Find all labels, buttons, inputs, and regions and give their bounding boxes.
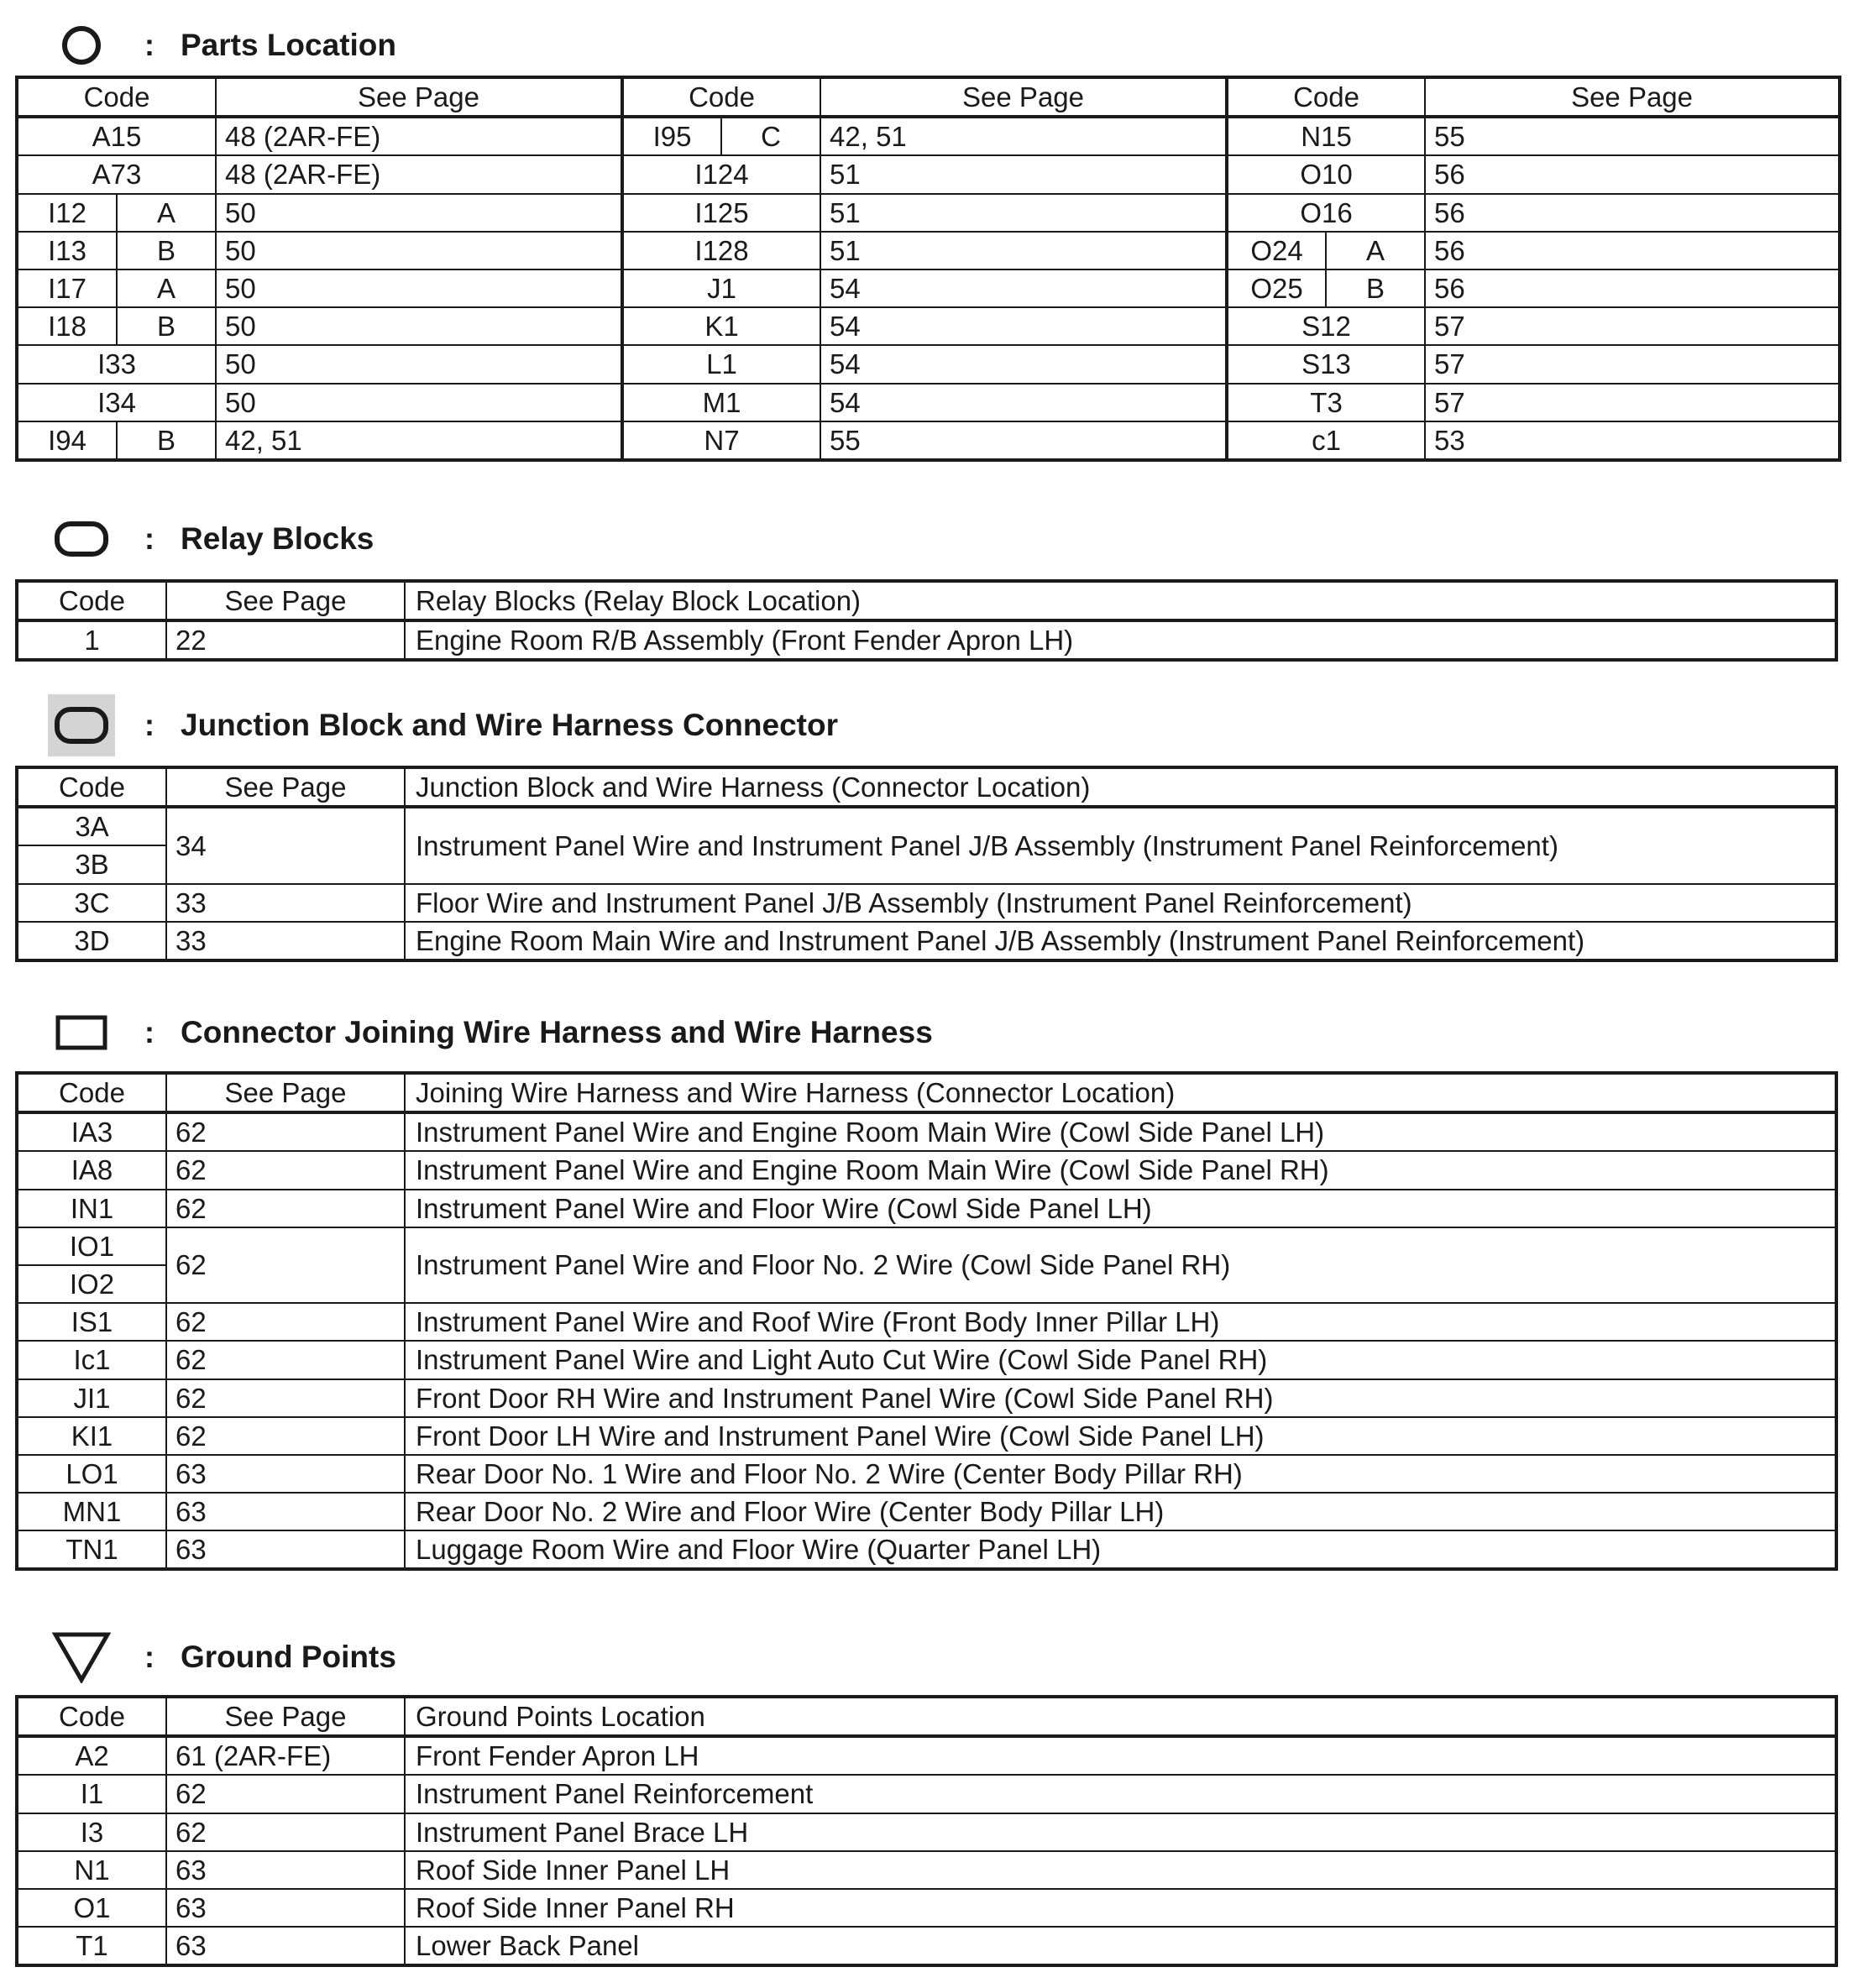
description-cell: Front Fender Apron LH	[405, 1736, 1836, 1775]
separator: :	[144, 521, 154, 556]
code-cell: IN1	[17, 1190, 166, 1227]
code-cell: J1	[622, 269, 820, 307]
code-cell: K1	[622, 307, 820, 345]
table-header-row	[17, 77, 1840, 117]
table-header-row	[17, 1073, 1836, 1112]
see-page-cell: 57	[1425, 345, 1840, 383]
code-header: Code	[622, 77, 820, 117]
description-cell: Instrument Panel Wire and Engine Room Main Wire (Cowl Side Panel LH)	[405, 1112, 1836, 1151]
description-cell: Roof Side Inner Panel LH	[405, 1851, 1836, 1889]
see-page-cell: 51	[820, 155, 1227, 193]
see-page-cell: 62	[166, 1227, 405, 1303]
see-page-header: See Page	[166, 1073, 405, 1112]
code-cell: A15	[17, 117, 216, 155]
code-cell: I1	[17, 1775, 166, 1813]
see-page-cell: 62	[166, 1417, 405, 1455]
description-cell: Engine Room R/B Assembly (Front Fender Apron LH)	[405, 620, 1836, 660]
see-page-cell: 57	[1425, 307, 1840, 345]
description-cell: Rear Door No. 1 Wire and Floor No. 2 Wire (Center Body Pillar RH)	[405, 1455, 1836, 1493]
see-page-cell: 54	[820, 307, 1227, 345]
code-cell: O25	[1227, 269, 1326, 307]
sub-code-cell: A	[117, 269, 216, 307]
description-cell: Instrument Panel Brace LH	[405, 1813, 1836, 1851]
see-page-cell: 54	[820, 384, 1227, 421]
code-cell: LO1	[17, 1455, 166, 1493]
table-row	[17, 1417, 1836, 1455]
description-cell: Instrument Panel Reinforcement	[405, 1775, 1836, 1813]
code-cell: I34	[17, 384, 216, 421]
description-cell: Lower Back Panel	[405, 1927, 1836, 1965]
table-row	[17, 1303, 1836, 1341]
description-cell: Floor Wire and Instrument Panel J/B Assembly (Instrument Panel Reinforcement)	[405, 884, 1836, 922]
see-page-cell: 56	[1425, 194, 1840, 232]
code-header: Code	[17, 77, 216, 117]
code-header: Code	[17, 1073, 166, 1112]
table-row	[17, 1455, 1836, 1493]
see-page-cell: 42, 51	[820, 117, 1227, 155]
code-cell: IO2	[17, 1265, 166, 1303]
description-cell: Instrument Panel Wire and Floor No. 2 Wire (Cowl Side Panel RH)	[405, 1227, 1836, 1303]
see-page-cell: 57	[1425, 384, 1840, 421]
see-page-cell: 34	[166, 807, 405, 883]
rounded-rect-icon	[44, 514, 119, 564]
description-cell: Instrument Panel Wire and Engine Room Main Wire (Cowl Side Panel RH)	[405, 1151, 1836, 1189]
table-row	[17, 117, 1840, 155]
table-row	[17, 384, 1840, 421]
table-row	[17, 1493, 1836, 1530]
code-cell: T3	[1227, 384, 1425, 421]
relay-blocks-table	[15, 579, 1838, 662]
see-page-cell: 54	[820, 269, 1227, 307]
section-title: Connector Joining Wire Harness and Wire Harness	[181, 1015, 933, 1049]
section-title: Relay Blocks	[181, 521, 374, 556]
see-page-cell: 62	[166, 1379, 405, 1417]
see-page-cell: 22	[166, 620, 405, 660]
see-page-header: See Page	[820, 77, 1227, 117]
code-cell: N7	[622, 421, 820, 460]
code-cell: O16	[1227, 194, 1425, 232]
sub-code-cell: A	[117, 194, 216, 232]
code-cell: I94	[17, 421, 117, 460]
description-cell: Front Door RH Wire and Instrument Panel Wire (Cowl Side Panel RH)	[405, 1379, 1836, 1417]
see-page-cell: 51	[820, 232, 1227, 269]
table-row	[17, 421, 1840, 460]
code-cell: 1	[17, 620, 166, 660]
description-cell: Rear Door No. 2 Wire and Floor Wire (Center Body Pillar LH)	[405, 1493, 1836, 1530]
description-cell: Instrument Panel Wire and Floor Wire (Cowl Side Panel LH)	[405, 1190, 1836, 1227]
description-cell: Instrument Panel Wire and Roof Wire (Front Body Inner Pillar LH)	[405, 1303, 1836, 1341]
table-row	[17, 1530, 1836, 1569]
see-page-cell: 62	[166, 1341, 405, 1379]
parts-location-table	[15, 76, 1841, 462]
shaded-rounded-rect-icon	[44, 700, 119, 751]
separator: :	[144, 1015, 154, 1049]
code-cell: I95	[622, 117, 721, 155]
code-cell: I3	[17, 1813, 166, 1851]
code-cell: I124	[622, 155, 820, 193]
table-row	[17, 807, 1836, 845]
table-header-row	[17, 581, 1836, 620]
see-page-cell: 55	[1425, 117, 1840, 155]
see-page-cell: 63	[166, 1455, 405, 1493]
code-cell: O10	[1227, 155, 1425, 193]
rectangle-icon	[44, 1007, 119, 1058]
see-page-cell: 62	[166, 1112, 405, 1151]
see-page-cell: 48 (2AR-FE)	[216, 155, 622, 193]
table-header-row	[17, 1697, 1836, 1736]
table-row	[17, 1190, 1836, 1227]
code-cell: TN1	[17, 1530, 166, 1569]
see-page-cell: 50	[216, 345, 622, 383]
code-cell: MN1	[17, 1493, 166, 1530]
code-cell: I125	[622, 194, 820, 232]
code-header: Code	[1227, 77, 1425, 117]
code-cell: S12	[1227, 307, 1425, 345]
see-page-cell: 56	[1425, 232, 1840, 269]
see-page-cell: 51	[820, 194, 1227, 232]
sub-code-cell: C	[721, 117, 820, 155]
see-page-header: See Page	[166, 581, 405, 620]
see-page-cell: 62	[166, 1775, 405, 1813]
code-cell: A2	[17, 1736, 166, 1775]
code-cell: KI1	[17, 1417, 166, 1455]
see-page-header: See Page	[1425, 77, 1840, 117]
code-cell: I12	[17, 194, 117, 232]
table-row	[17, 345, 1840, 383]
separator: :	[144, 1640, 154, 1674]
see-page-cell: 53	[1425, 421, 1840, 460]
code-cell: 3A	[17, 807, 166, 845]
sub-code-cell: B	[117, 232, 216, 269]
code-cell: I13	[17, 232, 117, 269]
code-header: Code	[17, 1697, 166, 1736]
separator: :	[144, 708, 154, 742]
see-page-cell: 50	[216, 269, 622, 307]
table-row	[17, 1813, 1836, 1851]
table-row	[17, 232, 1840, 269]
see-page-cell: 50	[216, 307, 622, 345]
description-cell: Luggage Room Wire and Floor Wire (Quarter Panel LH)	[405, 1530, 1836, 1569]
description-cell: Instrument Panel Wire and Instrument Panel J/B Assembly (Instrument Panel Reinforcement)	[405, 807, 1836, 883]
see-page-cell: 62	[166, 1813, 405, 1851]
sub-code-cell: B	[117, 307, 216, 345]
description-cell: Engine Room Main Wire and Instrument Panel J/B Assembly (Instrument Panel Reinforcement)	[405, 922, 1836, 960]
see-page-cell: 56	[1425, 269, 1840, 307]
see-page-cell: 33	[166, 922, 405, 960]
description-cell: Front Door LH Wire and Instrument Panel Wire (Cowl Side Panel LH)	[405, 1417, 1836, 1455]
table-row	[17, 1379, 1836, 1417]
code-header: Code	[17, 581, 166, 620]
code-cell: L1	[622, 345, 820, 383]
ground-points-table	[15, 1695, 1838, 1967]
sub-code-cell: B	[117, 421, 216, 460]
sub-code-cell: B	[1326, 269, 1425, 307]
table-row	[17, 922, 1836, 960]
see-page-cell: 50	[216, 194, 622, 232]
table-row	[17, 1151, 1836, 1189]
code-cell: S13	[1227, 345, 1425, 383]
circle-icon	[44, 20, 119, 71]
code-cell: 3D	[17, 922, 166, 960]
sub-code-cell: A	[1326, 232, 1425, 269]
table-header-row	[17, 767, 1836, 807]
code-cell: I33	[17, 345, 216, 383]
code-cell: O1	[17, 1889, 166, 1927]
see-page-cell: 62	[166, 1303, 405, 1341]
section-title: Parts Location	[181, 28, 396, 62]
separator: :	[144, 28, 154, 62]
see-page-cell: 54	[820, 345, 1227, 383]
code-header: Code	[17, 767, 166, 807]
table-row	[17, 1851, 1836, 1889]
table-row	[17, 269, 1840, 307]
description-header: Ground Points Location	[405, 1697, 1836, 1736]
section-title: Ground Points	[181, 1640, 396, 1674]
table-row	[17, 155, 1840, 193]
code-cell: Ic1	[17, 1341, 166, 1379]
table-row	[17, 1775, 1836, 1813]
table-row	[17, 620, 1836, 660]
see-page-header: See Page	[166, 1697, 405, 1736]
code-cell: A73	[17, 155, 216, 193]
code-cell: JI1	[17, 1379, 166, 1417]
see-page-cell: 63	[166, 1851, 405, 1889]
see-page-cell: 62	[166, 1190, 405, 1227]
code-cell: 3B	[17, 845, 166, 883]
see-page-cell: 33	[166, 884, 405, 922]
code-cell: N15	[1227, 117, 1425, 155]
table-row	[17, 1736, 1836, 1775]
see-page-cell: 50	[216, 384, 622, 421]
table-row	[17, 1927, 1836, 1965]
code-cell: I17	[17, 269, 117, 307]
see-page-cell: 50	[216, 232, 622, 269]
code-cell: O24	[1227, 232, 1326, 269]
table-row	[17, 307, 1840, 345]
description-header: Joining Wire Harness and Wire Harness (Connector Location)	[405, 1073, 1836, 1112]
description-header: Junction Block and Wire Harness (Connector Location)	[405, 767, 1836, 807]
description-cell: Instrument Panel Wire and Light Auto Cut Wire (Cowl Side Panel RH)	[405, 1341, 1836, 1379]
see-page-cell: 55	[820, 421, 1227, 460]
connector-joining-table	[15, 1071, 1838, 1571]
see-page-cell: 63	[166, 1493, 405, 1530]
table-row	[17, 194, 1840, 232]
code-cell: 3C	[17, 884, 166, 922]
section-title: Junction Block and Wire Harness Connector	[181, 708, 838, 742]
see-page-cell: 63	[166, 1927, 405, 1965]
table-row	[17, 1112, 1836, 1151]
code-cell: IA8	[17, 1151, 166, 1189]
code-cell: I18	[17, 307, 117, 345]
see-page-cell: 63	[166, 1889, 405, 1927]
see-page-cell: 42, 51	[216, 421, 622, 460]
table-row	[17, 1341, 1836, 1379]
code-cell: IO1	[17, 1227, 166, 1265]
code-cell: I128	[622, 232, 820, 269]
description-cell: Roof Side Inner Panel RH	[405, 1889, 1836, 1927]
see-page-cell: 61 (2AR-FE)	[166, 1736, 405, 1775]
code-cell: N1	[17, 1851, 166, 1889]
see-page-cell: 56	[1425, 155, 1840, 193]
code-cell: IA3	[17, 1112, 166, 1151]
code-cell: M1	[622, 384, 820, 421]
description-header: Relay Blocks (Relay Block Location)	[405, 581, 1836, 620]
see-page-cell: 63	[166, 1530, 405, 1569]
see-page-cell: 62	[166, 1151, 405, 1189]
junction-block-table	[15, 766, 1838, 962]
code-cell: T1	[17, 1927, 166, 1965]
code-cell: IS1	[17, 1303, 166, 1341]
see-page-header: See Page	[216, 77, 622, 117]
table-row	[17, 884, 1836, 922]
table-row	[17, 1889, 1836, 1927]
triangle-down-icon	[44, 1632, 119, 1682]
see-page-header: See Page	[166, 767, 405, 807]
see-page-cell: 48 (2AR-FE)	[216, 117, 622, 155]
table-row	[17, 1227, 1836, 1265]
code-cell: c1	[1227, 421, 1425, 460]
